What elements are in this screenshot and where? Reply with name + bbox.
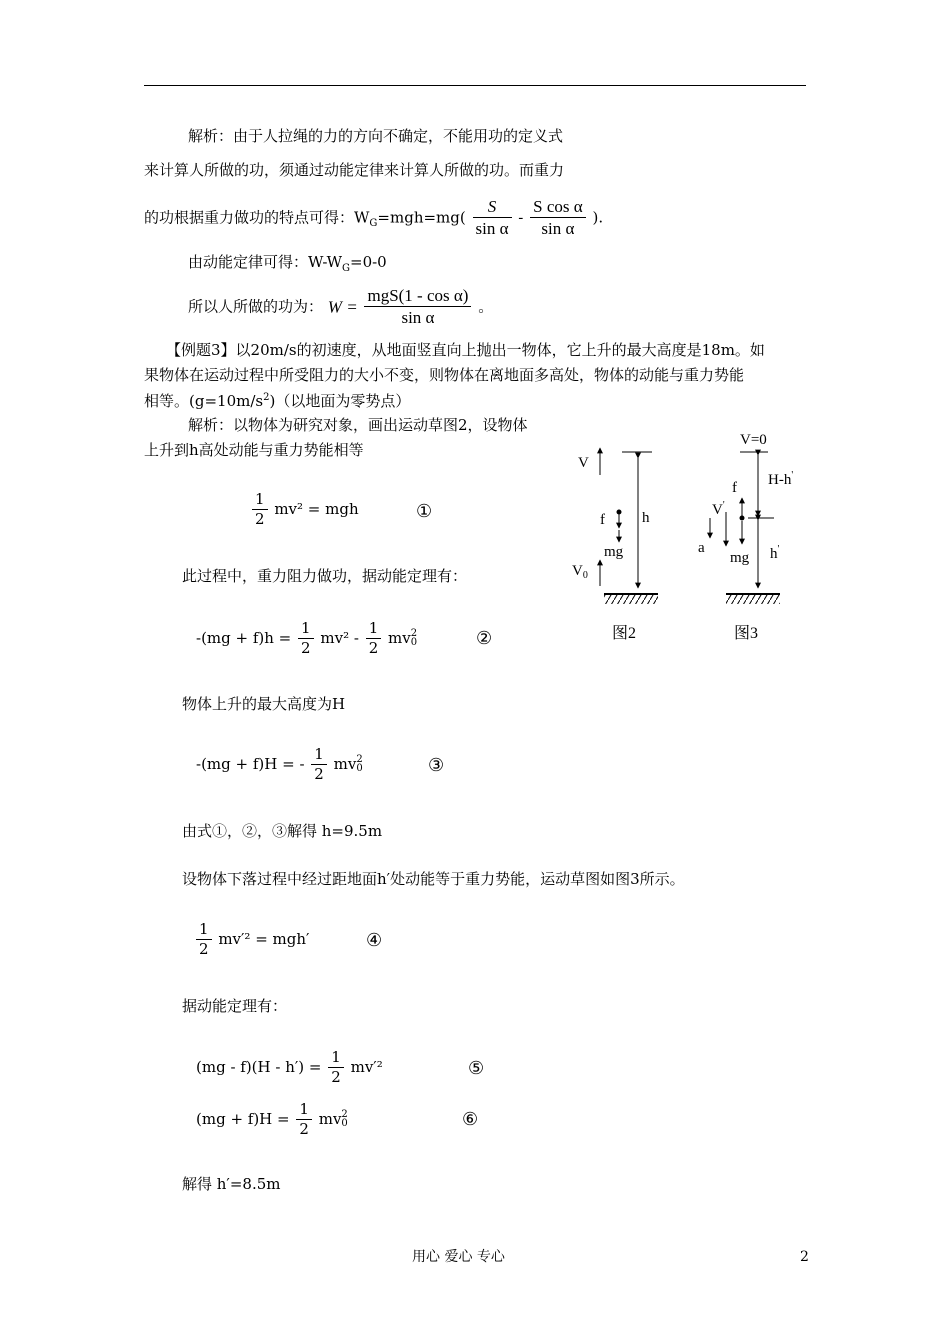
fig3-f-label: f xyxy=(732,480,737,496)
eq3-sup: 2 xyxy=(356,754,363,766)
text-process: 此过程中，重力阻力做功，据动能定理有： xyxy=(182,567,468,585)
text-result2: 解得 h′=8.5m xyxy=(182,1175,281,1193)
equation-4-mark: ④ xyxy=(366,930,383,951)
text-fall: 设物体下落过程中经过距地面h′处动能等于重力势能，运动草图如图3所示。 xyxy=(182,870,685,888)
eq5-half-den: 2 xyxy=(331,1067,341,1086)
eq1-rhs: mv² = mgh xyxy=(274,499,359,518)
line5-suffix: 。 xyxy=(478,297,494,316)
eq5-end: mv′² xyxy=(350,1057,383,1076)
equation-1 xyxy=(250,490,359,529)
frac-work xyxy=(364,285,471,329)
fig3-v-prime-text: V xyxy=(712,502,723,518)
line5-prefix: 所以人所做的功为： xyxy=(188,297,324,316)
fig3-h-prime-label xyxy=(770,544,780,562)
eq2-half xyxy=(298,619,314,658)
page-number: 2 xyxy=(800,1249,809,1265)
fig2-v-label: V xyxy=(578,455,589,471)
equation-2 xyxy=(196,619,417,658)
equation-3-mark: ③ xyxy=(428,755,445,776)
line4-sub: G xyxy=(342,263,350,274)
fig2-v0-label xyxy=(572,563,588,581)
fig2-mg-label: mg xyxy=(604,544,624,560)
analysis2-line2: 上升到h高处动能与重力势能相等 xyxy=(144,441,364,459)
minus-sign: - xyxy=(518,208,524,227)
eq4-half-den: 2 xyxy=(199,939,209,958)
eq3-sub: 0 xyxy=(356,763,363,775)
frac-b-den: sin α xyxy=(541,219,575,239)
eq4-rhs: mv′² = mgh′ xyxy=(218,929,310,948)
line3-mid: =mgh=mg( xyxy=(377,208,466,227)
fig3-h-minus-text: H-h xyxy=(768,472,792,488)
eq2-half-den: 2 xyxy=(301,638,311,657)
fig3-h-minus-label xyxy=(768,470,793,488)
eq6-sup: 2 xyxy=(341,1109,348,1121)
equation-4 xyxy=(194,920,309,959)
equation-6 xyxy=(196,1100,348,1139)
line3-prefix: 的功根据重力做功的特点可得：W xyxy=(144,208,370,227)
eq3-half xyxy=(311,745,327,784)
eq2-sub: 0 xyxy=(410,637,418,649)
analysis1-line4 xyxy=(188,255,387,274)
fig3-prime2: ' xyxy=(722,500,725,511)
fig3-caption: 图3 xyxy=(734,625,759,642)
eq2-mid: mv² - xyxy=(320,628,359,647)
frac-b-num: S cos α xyxy=(530,196,586,218)
analysis1-line1: 解析：由于人拉绳的力的方向不确定，不能用功的定义式 xyxy=(188,127,564,145)
eq2-end: mv xyxy=(388,628,411,647)
eq6-half xyxy=(296,1100,312,1139)
fig3-v-prime-label xyxy=(712,500,725,518)
frac-s-over-sin xyxy=(473,196,512,240)
example3-line1: 【例题3】以20m/s的初速度，从地面竖直向上抛出一物体，它上升的最大高度是18m。如 xyxy=(166,341,765,359)
fig2-h-label: h xyxy=(642,510,650,526)
line4-prefix: 由动能定律可得：W-W xyxy=(188,253,342,271)
frac-c-den: sin α xyxy=(401,308,435,328)
eq3-lhs: -(mg + f)H = - xyxy=(196,754,305,773)
fig3-mg-label: mg xyxy=(730,550,750,566)
eq4-half xyxy=(196,920,212,959)
text-maxh: 物体上升的最大高度为H xyxy=(182,695,346,713)
figure-3 xyxy=(698,432,793,642)
fig2-v0-sub: 0 xyxy=(582,570,588,581)
motion-figures xyxy=(560,420,820,660)
eq1-half-num: 1 xyxy=(252,490,268,510)
example3-line2: 果物体在运动过程中所受阻力的大小不变，则物体在离地面多高处，物体的动能与重力势能 xyxy=(144,366,745,384)
equation-5-mark: ⑤ xyxy=(468,1058,485,1079)
line5-w: W = xyxy=(327,297,358,317)
frac-a-num: S xyxy=(473,196,512,218)
eq1-half-den: 2 xyxy=(255,509,265,528)
equation-3 xyxy=(196,745,363,784)
analysis2-line1: 解析：以物体为研究对象，画出运动草图2，设物体 xyxy=(188,416,528,434)
figure-2 xyxy=(572,448,658,642)
example3-line3-prefix: 相等。(g=10m/s xyxy=(144,392,264,410)
eq1-half xyxy=(252,490,268,529)
text-theorem: 据动能定理有： xyxy=(182,997,288,1015)
eq6-half-den: 2 xyxy=(299,1119,309,1138)
header-rule xyxy=(144,85,806,86)
eq2-half-2 xyxy=(366,619,382,658)
fig3-body-dot xyxy=(740,516,745,521)
fig2-ground-hatch xyxy=(604,595,658,604)
eq6-lhs: (mg + f)H = xyxy=(196,1109,290,1128)
eq3-half-den: 2 xyxy=(314,764,324,783)
fig2-f-label: f xyxy=(600,512,605,528)
equation-1-mark: ① xyxy=(416,501,433,522)
eq3-end: mv xyxy=(333,754,357,773)
frac-scos-over-sin xyxy=(530,196,586,240)
analysis1-line5 xyxy=(188,285,493,329)
fig2-v0-text: V xyxy=(572,563,583,579)
text-result1: 由式①，②，③解得 h=9.5m xyxy=(182,822,383,840)
fig3-prime1: ' xyxy=(791,470,794,481)
fig2-body-dot xyxy=(617,510,622,515)
line3-suffix: ). xyxy=(592,208,604,227)
eq2-half-num: 1 xyxy=(298,619,314,639)
equation-5 xyxy=(196,1048,383,1087)
eq6-sub: 0 xyxy=(341,1118,348,1130)
eq6-half-num: 1 xyxy=(296,1100,312,1120)
eq3-half-num: 1 xyxy=(311,745,327,765)
eq6-end: mv xyxy=(318,1109,342,1128)
eq2-half2-den: 2 xyxy=(368,638,379,657)
fig2-caption: 图2 xyxy=(612,625,637,642)
analysis1-line3 xyxy=(144,196,603,240)
eq2-lhs: -(mg + f)h = xyxy=(196,628,292,647)
equation-2-mark: ② xyxy=(476,628,493,649)
eq2-half2-num: 1 xyxy=(366,619,382,639)
equation-6-mark: ⑥ xyxy=(462,1109,479,1130)
footer-center: 用心 爱心 专心 xyxy=(412,1249,505,1265)
example3-line3-sup: 2 xyxy=(263,392,270,403)
line4-suffix: =0-0 xyxy=(350,253,387,271)
eq5-half-num: 1 xyxy=(328,1048,344,1068)
eq5-half xyxy=(328,1048,344,1087)
analysis1-line2: 来计算人所做的功，须通过动能定律来计算人所做的功。而重力 xyxy=(144,161,565,179)
line3-sub: G xyxy=(369,217,378,229)
eq2-sup: 2 xyxy=(410,628,418,640)
eq5-lhs: (mg - f)(H - h′) = xyxy=(196,1057,322,1076)
frac-c-num: mgS(1 - cos α) xyxy=(364,285,471,307)
fig3-v-top-label: V=0 xyxy=(740,432,767,448)
fig3-a-label: a xyxy=(698,540,705,556)
example3-line3-suffix: )（以地面为零势点） xyxy=(269,392,411,410)
frac-a-den: sin α xyxy=(475,219,509,239)
example3-line3 xyxy=(144,393,410,409)
fig3-ground-hatch xyxy=(726,595,780,604)
eq4-half-num: 1 xyxy=(196,920,212,940)
fig3-h-prime-text: h xyxy=(770,546,778,562)
fig3-prime3: ' xyxy=(777,544,780,555)
